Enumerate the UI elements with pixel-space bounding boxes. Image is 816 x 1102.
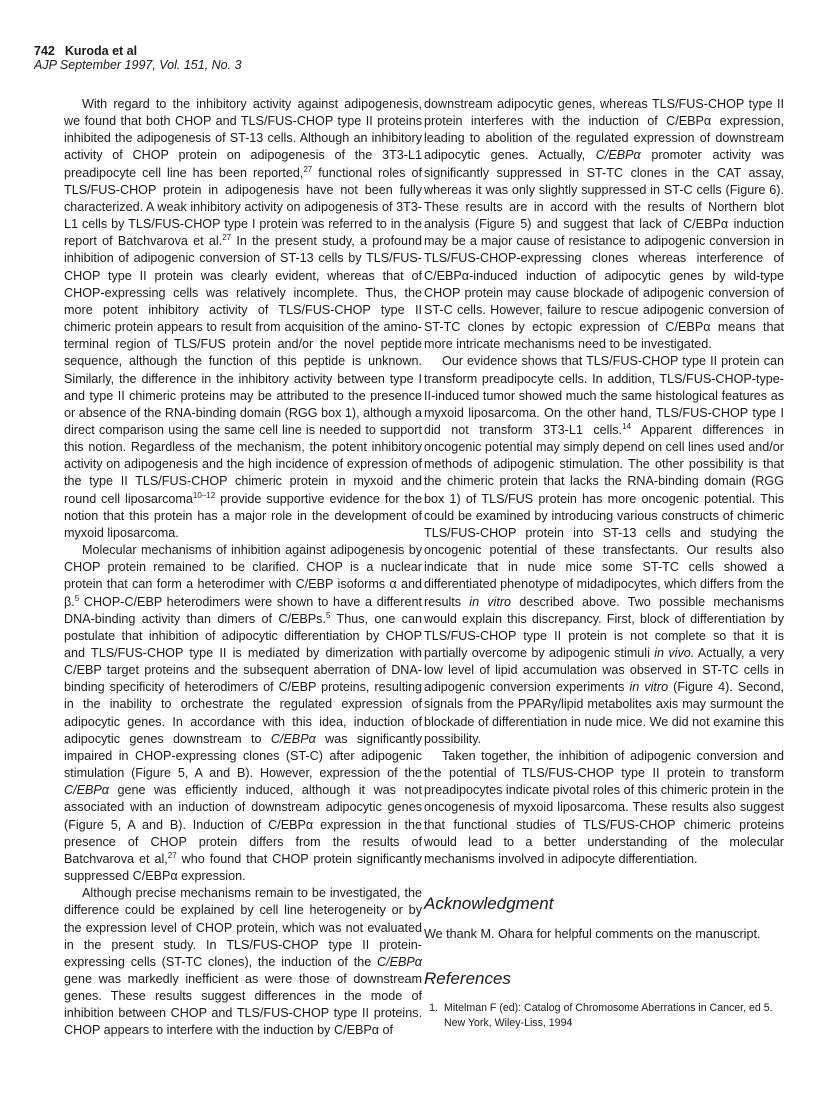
reference-item xyxy=(424,1001,784,1030)
running-header xyxy=(34,44,242,72)
reference-list xyxy=(424,1001,784,1030)
paragraph: Our evidence shows that TLS/FUS-CHOP type II protein can transform preadipocyte cells. In addition, TLS/FUS-CHOP-type-II-induced tumor showed much the same histological features as myxoid liposarcoma. On the other hand, TLS/FUS-CHOP type I did not transform 3T3-L1 cells.$^{14}$ Apparent differences in oncogenic potential may simply depend on cell lines used and/or methods of adipogenic stimulation. The other possibility is that the chimeric protein that lacks the RNA-binding domain (RGG box 1) of TLS/FUS protein has more oncogenic potential. This could be examined by introducing various constructs of chimeric TLS/FUS-CHOP protein into ST-13 cells and studying the oncogenic potential of these transfectants. Our results also indicate that in nude mice some ST-TC cells showed a differentiated phenotype of midadipocytes, which differs from the results in vitro described above. Two possible mechanisms would explain this discrepancy. First, block of differentiation by TLS/FUS-CHOP type II protein is not complete so that it is partially overcome by adipogenic stimuli in vivo. Actually, a very low level of lipid accumulation was observed in ST-TC cells in adipogenic conversion experiments in vitro (Figure 4). Second, signals from the PPARγ/lipid metabolites axis may surmount the blockade of differentiation in nude mice. We did not examine this possibility. xyxy=(424,354,785,746)
page-number: 742 xyxy=(34,44,55,58)
reference-text: Mitelman F (ed): Catalog of Chromosome Aberrations in Cancer, ed 5. New York, Wiley-Liss, 1994 xyxy=(444,1002,773,1029)
paragraph: Although precise mechanisms remain to be investigated, the difference could be explained by cell line heterogeneity or by the expression level of CHOP protein, which was not evaluated in the present study. In TLS/FUS-CHOP type II protein-expressing cells (ST-TC clones), the induction of the C/EBPα gene was markedly inefficient as were those of downstream genes. These results suggest differences in the mode of inhibition between CHOP and TLS/FUS-CHOP type II proteins. CHOP appears to interfere with the induction by C/EBPα of xyxy=(64,886,422,1038)
right-column xyxy=(424,96,784,1030)
paragraph: With regard to the inhibitory activity against adipogenesis, we found that both CHOP and TLS/FUS-CHOP type II proteins inhibited the adipogenesis of ST-13 cells. Although an inhibitory activity of CHOP protein on adipogenesis of the 3T3-L1 preadipocyte cell line has been reported,$^{27}$ functional roles of TLS/FUS-CHOP protein in adipogenesis have not been fully characterized. A weak inhibitory activity on adipogenesis of 3T3-L1 cells by TLS/FUS-CHOP type I protein was referred to in the report of Batchvarova et al.$^{27}$ In the present study, a profound inhibition of adipogenic conversion of ST-13 cells by TLS/FUS-CHOP type II protein was clearly evident, whereas that of CHOP-expressing cells was relatively incomplete. Thus, the more potent inhibitory activity of TLS/FUS-CHOP type II chimeric protein appears to result from acquisition of the amino-terminal region of TLS/FUS protein and/or the novel peptide sequence, although the function of this peptide is unknown. Similarly, the difference in the inhibitory activity between type I and type II chimeric proteins may be attributed to the presence or absence of the RNA-binding domain (RGG box 1), although a direct comparison using the same cell line is needed to support this notion. Regardless of the mechanism, the potent inhibitory activity on adipogenesis and the high incidence of expression of the type II TLS/FUS-CHOP chimeric protein in myxoid and round cell liposarcoma$^{10-12}$ provide supportive evidence for the notion that this protein has a major role in the development of myxoid liposarcoma. xyxy=(64,97,422,540)
paragraph: Taken together, the inhibition of adipogenic conversion and the potential of TLS/FUS-CHOP type II protein to transform preadipocytes indicate pivotal roles of this chimeric protein in the oncogenesis of myxoid liposarcoma. These results also suggest that functional studies of TLS/FUS-CHOP chimeric proteins would lead to a better understanding of the molecular mechanisms involved in adipocyte differentiation. xyxy=(424,748,784,866)
reference-number: 1. xyxy=(429,1002,438,1015)
running-authors: Kuroda et al xyxy=(64,44,138,58)
acknowledgment-heading: Acknowledgment xyxy=(424,894,554,914)
paragraph: Molecular mechanisms of inhibition against adipogenesis by CHOP protein remained to be clarified. CHOP is a nuclear protein that can form a heterodimer with C/EBP isoforms α and β.$^5$ CHOP-C/EBP heterodimers were shown to have a different DNA-binding activity than dimers of C/EBPs.$^5$ Thus, one can postulate that inhibition of adipocytic differentiation by CHOP and TLS/FUS-CHOP type II is mediated by dimerization with C/EBP target proteins and the subsequent aberration of DNA-binding specificity of heterodimers of C/EBP proteins, resulting in the inability to orchestrate the regulated expression of adipocytic genes. In accordance with this idea, induction of adipocytic genes downstream to C/EBPα was significantly impaired in CHOP-expressing clones (ST-C) after adipogenic stimulation (Figure 5, A and B). However, expression of the C/EBPα gene was efficiently induced, although it was not associated with an induction of downstream adipocytic genes (Figure 5, A and B). Induction of C/EBPα expression in the presence of CHOP protein differs from the results of Batchvarova et al,$^{27}$ who found that CHOP protein significantly suppressed C/EBPα expression. xyxy=(64,543,422,884)
left-column xyxy=(64,96,422,1040)
acknowledgment-text: We thank M. Ohara for helpful comments on the manuscript. xyxy=(424,927,761,942)
journal-citation: AJP September 1997, Vol. 151, No. 3 xyxy=(34,58,242,72)
references-heading: References xyxy=(424,969,511,989)
paragraph: downstream adipocytic genes, whereas TLS/FUS-CHOP type II protein interferes with the induction of C/EBPα expression, leading to abolition of the regulated expression of downstream adipocytic genes. Actually, C/EBPα promoter activity was significantly suppressed in ST-TC clones in the CAT assay, whereas it was only slightly suppressed in ST-C cells (Figure 6). These results are in accord with the results of Northern blot analysis (Figure 5) and suggest that lack of C/EBPα induction may be a major cause of resistance to adipogenic conversion in TLS/FUS-CHOP-expressing clones whereas interference of C/EBPα-induced induction of adipocytic genes by wild-type CHOP protein may cause blockade of adipogenic conversion of ST-C cells. However, failure to rescue adipogenic conversion of ST-TC clones by ectopic expression of C/EBPα means that more intricate mechanisms need to be investigated. xyxy=(424,97,785,352)
